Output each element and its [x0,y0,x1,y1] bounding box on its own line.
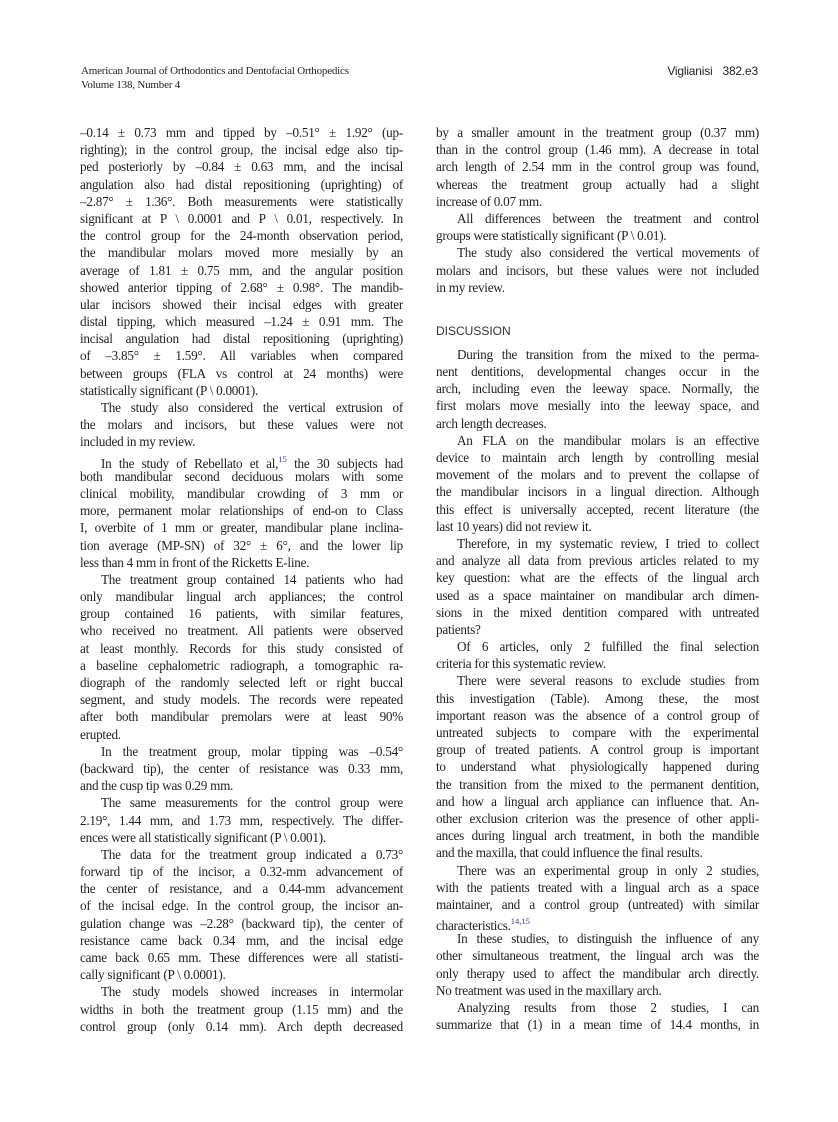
text-line: untreated subjects to compare with the experimental [436,725,759,740]
text-line: more, permanent molar relationships of end-on to Class [80,503,403,519]
text-line: ances during lingual arch treatment, in both the mandible [436,828,759,844]
text-line: showed anterior tipping of 2.68° ± 0.98°. The mandib- [80,279,403,295]
text-line: key question: what are the effects of the lingual arch [436,570,759,586]
paragraph [436,862,759,934]
text-line: the control group for the 24-month observation period, [80,228,403,244]
text-line: statistically significant (P \ 0.0001). [80,382,259,398]
text-line: criteria for this systematic review. [436,656,606,672]
text-line: Therefore, in my systematic review, I tried to collect [457,535,759,551]
text-line: important reason was the absence of a control group of [436,707,759,723]
text-line: significant at P \ 0.0001 and P \ 0.01, respectively. In [80,210,403,226]
journal-title: American Journal of Orthodontics and Dentofacial Orthopedics [81,65,349,77]
text-line: summarize that (1) in a mean time of 14.4 months, in [436,1017,759,1033]
text-line: between groups (FLA vs control at 24 months) were [80,365,403,381]
right-column-bottom-body [436,346,759,1034]
text-line: maintainer, and a control group (untreated) with similar [436,896,759,912]
text-line: and analyze all data from previous articles related to my [436,553,759,569]
paragraph [436,535,759,638]
text-line: first molars move mesially into the leeway space, and [436,398,759,414]
paragraph [80,846,403,984]
text-line: The study models showed increases in intermolar [101,984,403,1000]
paragraph [436,999,759,1033]
paragraph [436,930,759,999]
text-line: group of treated patients. A control group is important [436,742,759,758]
text-line: used as a space maintainer on mandibular arch dimen- [436,587,759,603]
text-line: clinical mobility, mandibular crowding of 3 mm or [80,485,403,501]
text-line: ular incisors showed their incisal edges with greater [80,296,403,312]
left-column-body [80,124,403,1035]
text-line: During the transition from the mixed to the perma- [457,346,759,362]
section-heading-discussion: DISCUSSION [436,323,511,338]
text-line: There were several reasons to exclude studies from [457,673,759,689]
text-line: patients? [436,621,481,637]
paragraph [436,672,759,861]
paragraph [80,794,403,846]
text-line: other exclusion criterion was the presence of other appli- [436,810,759,826]
text-line: forward tip of the incisor, a 0.32-mm advancement of [80,864,403,880]
text-line: arch length of 2.54 mm in the control group was found, [436,159,759,175]
text-line: tion average (MP-SN) of 32° ± 6°, and the lower lip [80,537,403,553]
text-line: at least monthly. Records for this study consisted of [80,640,403,656]
text-line: arch length decreases. [436,415,547,431]
text-line: of –3.85° ± 1.59°. All variables when compared [80,348,403,364]
text-line: The study also considered the vertical movements of [457,245,759,261]
text-line: and how a lingual arch appliance can influence that. An- [436,793,759,809]
text-line: whereas the treatment group actually had a slight [436,176,759,192]
text-line: movement of the molars and to prevent the collapse of [436,467,759,483]
text-line: only mandibular lingual arch appliances; the control [80,589,403,605]
author-name: Viglianisi [667,64,713,78]
paragraph [80,983,403,1035]
text-line: The treatment group contained 14 patients who had [101,571,403,587]
text-line: groups were statistically significant (P \ 0.01). [436,228,667,244]
running-header-right [657,64,758,78]
text-line: the center of resistance, and a 0.44-mm advancement [80,881,403,897]
text-line: Analyzing results from those 2 studies, I can [457,1000,759,1015]
paragraph [80,451,403,571]
text-line: this effect is universally accepted, recent literature (the [436,501,759,517]
text-line: than in the control group (1.46 mm). A decrease in total [436,142,759,158]
text-line: In the study of Rebellato et al,$^{15}$ the 30 subjects had [101,453,404,471]
text-line: both mandibular second deciduous molars with some [80,468,403,484]
text-line: segment, and study models. The records were repeated [80,692,403,708]
text-line: incisal angulation had distal repositioning (uprighting) [80,331,403,347]
text-line: control group (only 0.14 mm). Arch depth decreased [80,1018,403,1034]
text-line: 2.19°, 1.44 mm, and 1.73 mm, respectively. The differ- [80,812,403,828]
text-line: sions in the mixed dentition compared with untreated [436,604,759,620]
text-line: The data for the treatment group indicated a 0.73° [101,846,403,862]
text-line: last 10 years) did not review it. [436,518,592,534]
text-line: came back 0.65 mm. These differences were all statisti- [80,950,403,965]
text-line: gulation change was –2.28° (backward tip), the center of [80,915,403,931]
paragraph [436,432,759,535]
text-line: included in my review. [80,434,196,450]
text-line: device to maintain arch length by controlling mesial [436,450,759,465]
text-line: angulation also had distal repositioning (uprighting) of [80,176,403,192]
text-line: There was an experimental group in only 2 studies, [457,862,759,878]
text-line: Of 6 articles, only 2 fulfilled the final selection [457,639,759,655]
text-line: in my review. [436,279,505,295]
text-line: erupted. [80,726,121,742]
text-line: molars and incisors, but these values were not included [436,262,759,278]
text-line: An FLA on the mandibular molars is an effective [457,432,759,448]
text-line: the transition from the mixed to the permanent dentition, [436,776,759,792]
text-line: characteristics.$^{14,15}$ [436,916,530,934]
text-line: with the patients treated with a lingual arch as a space [436,879,759,895]
citation-reference-link[interactable]: 15 [278,453,287,464]
text-line: The same measurements for the control group were [101,795,403,811]
text-line: less than 4 mm in front of the Ricketts E-line. [80,554,310,570]
paragraph [80,571,403,743]
text-line: resistance came back 0.34 mm, and the incisal edge [80,932,403,948]
text-line: to understand what physiologically happened during [436,759,759,775]
text-line: by a smaller amount in the treatment group (0.37 mm) [436,125,759,140]
text-line: nent dentitions, developmental changes occur in the [436,364,759,380]
paragraph [80,399,403,451]
text-line: distal tipping, which measured –1.24 ± 0.91 mm. The [80,314,403,330]
citation-reference-link[interactable]: 14,15 [510,916,530,927]
text-line: and the maxilla, that could influence the final results. [436,845,703,861]
text-line: who received no treatment. All patients were observed [80,623,403,639]
text-line: widths in both the treatment group (1.15 mm) and the [80,1001,403,1017]
text-line: (backward tip), the center of resistance was 0.33 mm, [80,760,403,776]
text-line: a baseline cephalometric radiograph, a tomographic ra- [80,657,403,673]
text-line: I, overbite of 1 mm or greater, mandibular plane inclina- [80,520,403,536]
text-line: In the treatment group, molar tipping was –0.54° [101,743,403,759]
text-line: cally significant (P \ 0.0001). [80,967,226,983]
page-number: 382.e3 [722,64,758,78]
running-header-left [81,64,349,92]
text-line: this investigation (Table). Among these, the most [436,690,759,706]
paragraph [80,124,403,399]
text-line: righting); in the control group, the incisal edge also tip- [80,142,403,158]
text-line: the mandibular incisors in a lingual direction. Although [436,484,759,500]
text-line: No treatment was used in the maxillary arch. [436,982,662,998]
text-line: All differences between the treatment and control [457,210,759,226]
text-line: average of 1.81 ± 0.75 mm, and the angular position [80,262,403,278]
paragraph [436,346,759,432]
text-line: after both mandibular premolars were at least 90% [80,709,403,725]
paragraph [436,210,759,244]
text-line: diograph of the randomly selected left or right buccal [80,675,403,690]
left-column [80,124,403,1035]
text-line: The study also considered the vertical extrusion of [101,400,403,415]
text-line: In these studies, to distinguish the influence of any [457,931,759,947]
paragraph [80,743,403,795]
text-line: only therapy used to affect the mandibular arch directly. [436,965,759,981]
text-line: –0.14 ± 0.73 mm and tipped by –0.51° ± 1.92° (up- [80,125,403,140]
text-line: of the incisal edge. In the control group, the incisor an- [80,898,403,914]
text-line: –2.87° ± 1.36°. Both measurements were statistically [80,193,403,209]
text-line: the molars and incisors, but these values were not [80,417,403,433]
text-line: the mandibular molars moved more mesially by an [80,245,403,261]
text-line: group contained 16 patients, with similar features, [80,606,403,622]
text-line: increase of 0.07 mm. [436,193,542,209]
text-line: and the cusp tip was 0.29 mm. [80,778,234,794]
text-line: ences were all statistically significant (P \ 0.001). [80,829,326,845]
text-line: other simultaneous treatment, the lingual arch was the [436,948,759,964]
paragraph [436,244,759,296]
right-column [436,124,759,1033]
paragraph [436,124,759,210]
text-line: arch, including even the leeway space. Normally, the [436,381,759,397]
paragraph [436,638,759,672]
journal-volume: Volume 138, Number 4 [81,79,181,91]
text-line: ped posteriorly by –0.84 ± 0.63 mm, and the incisal [80,159,403,175]
right-column-top-body [436,124,759,296]
